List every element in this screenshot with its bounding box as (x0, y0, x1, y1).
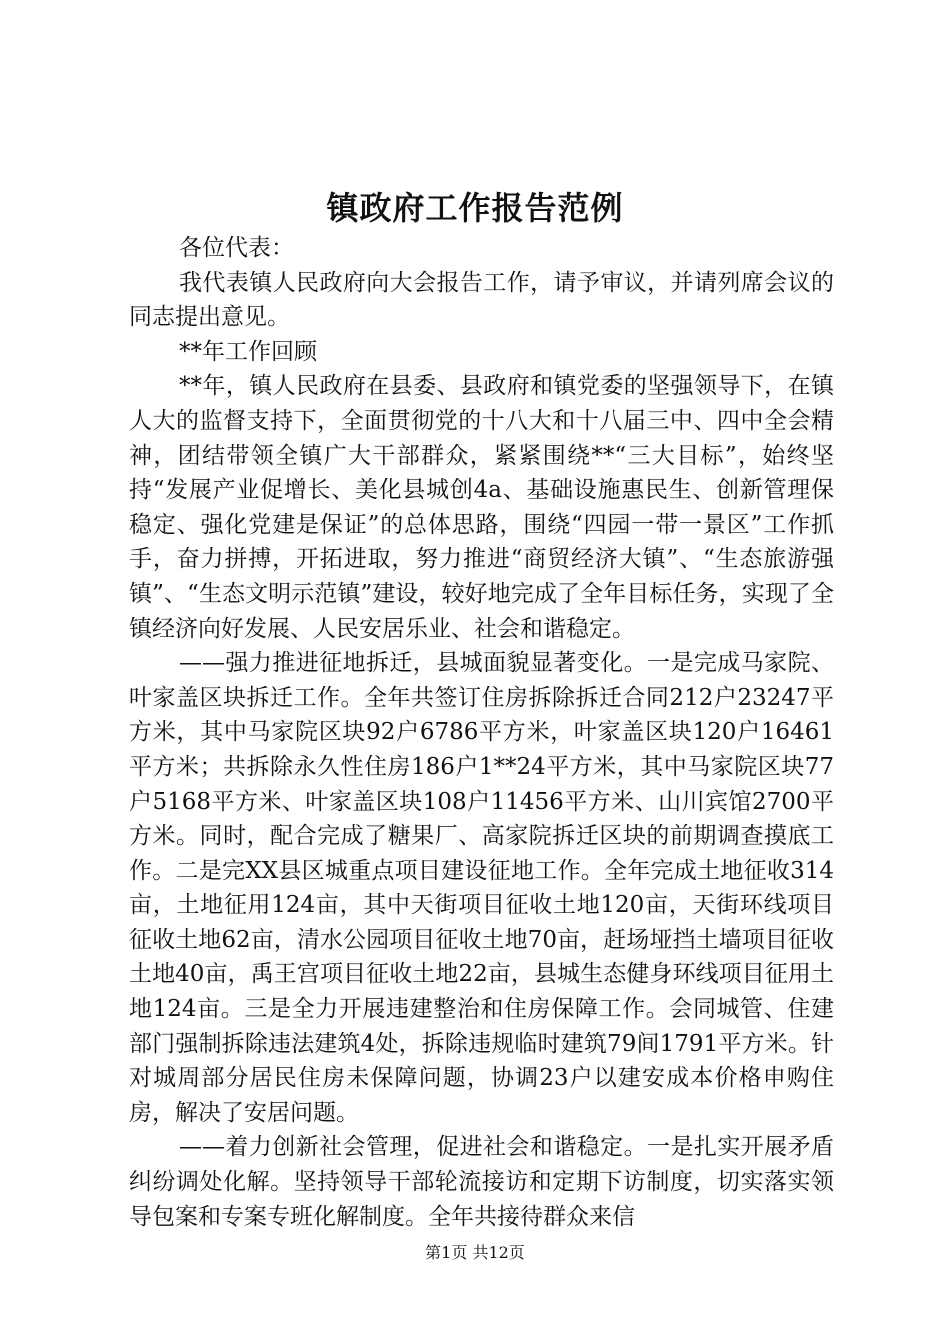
intro-paragraph: 我代表镇人民政府向大会报告工作，请予审议，并请列席会议的同志提出意见。 (129, 269, 834, 331)
page-number-footer: 第1页 共12页 (425, 1243, 525, 1262)
salutation-paragraph: 各位代表： (179, 235, 294, 261)
section-heading: **年工作回顾 (179, 338, 317, 365)
document-body (129, 231, 834, 1234)
document-title: 镇政府工作报告范例 (326, 189, 624, 227)
overview-paragraph: **年，镇人民政府在县委、县政府和镇党委的坚强领导下，在镇人大的监督支持下，全面贯彻党的十八大和十八届三中、四中全会精神，团结带领全镇广大干部群众，紧紧围绕**“三大目标”，始终坚持“发展产业促增长、美化县城创4a、基础设施惠民生、创新管理保稳定、强化党建是保证”的总体思路，围绕“四园一带一景区”工作抓手，奋力拼搏，开拓进取，努力推进“商贸经济大镇”、“生态旅游强镇”、“生态文明示范镇”建设，较好地完成了全年目标任务，实现了全镇经济向好发展、人民安居乐业、社会和谐稳定。 (129, 373, 834, 642)
social-management-paragraph: ——着力创新社会管理，促进社会和谐稳定。一是扎实开展矛盾纠纷调处化解。坚持领导干部轮流接访和定期下访制度，切实落实领导包案和专案专班化解制度。全年共接待群众来信 (129, 1134, 834, 1230)
demolition-paragraph: ——强力推进征地拆迁，县城面貌显著变化。一是完成马家院、叶家盖区块拆迁工作。全年共签订住房拆除拆迁合同212户23247平方米，其中马家院区块92户6786平方米，叶家盖区块120户16461平方米；共拆除永久性住房186户1**24平方米，其中马家院区块77户5168平方米、叶家盖区块108户11456平方米、山川宾馆2700平方米。同时，配合完成了糖果厂、高家院拆迁区块的前期调查摸底工作。二是完XX县区城重点项目建设征地工作。全年完成土地征收314亩，土地征用124亩，其中天街项目征收土地120亩，天街环线项目征收土地62亩，清水公园项目征收土地70亩，赶场垭挡土墙项目征收土地40亩，禹王宫项目征收土地22亩，县城生态健身环线项目征用土地124亩。三是全力开展违建整治和住房保障工作。会同城管、住建部门强制拆除违法建筑4处，拆除违规临时建筑79间1791平方米。针对城周部分居民住房未保障问题，协调23户以建安成本价格申购住房，解决了安居问题。 (129, 650, 834, 1126)
